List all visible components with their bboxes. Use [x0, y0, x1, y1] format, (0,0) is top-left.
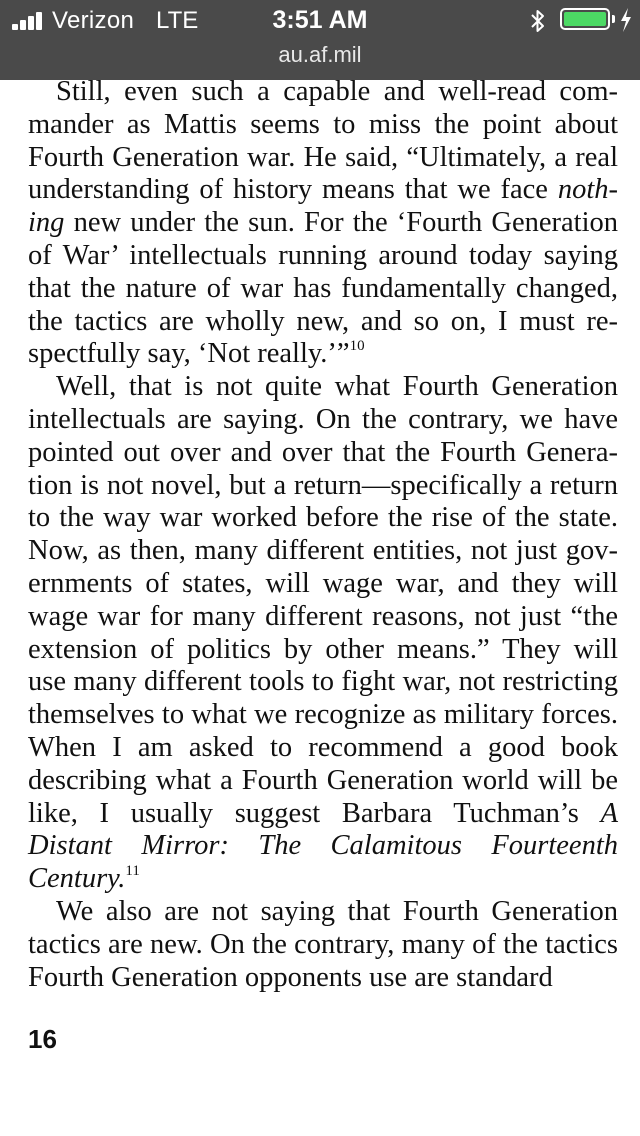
- italic-text: nothing: [28, 174, 618, 239]
- footnote-ref: 11: [125, 862, 140, 879]
- battery-level: [564, 12, 606, 26]
- paragraph: [28, 371, 618, 896]
- text-run: Still, even such a capable and well-read commander as Mattis seems to miss the point about Fourth Generation war. He said, “Ultimately, a real understanding of history means that we face: [28, 76, 618, 206]
- italic-text: A Distant Mirror: The Calamitous Fourteenth Century.: [28, 797, 618, 895]
- footnote-ref: 10: [349, 337, 365, 354]
- paragraph: [28, 896, 618, 994]
- network-type: LTE: [156, 7, 199, 34]
- battery-icon: [560, 8, 610, 30]
- clock: 3:51 AM: [272, 6, 368, 34]
- status-bar: [0, 0, 640, 80]
- carrier-name: Verizon: [52, 7, 135, 34]
- page-number: 16: [28, 1024, 57, 1054]
- article-body: [28, 76, 618, 994]
- address-bar[interactable]: au.af.mil: [278, 42, 362, 67]
- paragraph: [28, 76, 618, 371]
- charging-icon: [619, 7, 633, 33]
- text-run: Well, that is not quite what Fourth Generation intellectuals are saying. On the contrary, we have pointed out over and over that the Fourth Generation is not novel, but a return—specifically a return to the way war worked before the rise of the state. Now, as then, many different entities, not just governments of states, will wage war, and they will wage war for many different reasons, not just “the extension of politics by other means.” They will use many different tools to fight war, not restricting themselves to what we recognize as military forces. When I am asked to recommend a good book describing what a Fourth Generation world will be like, I usually suggest Barbara Tuchman’s: [28, 371, 618, 829]
- text-run: We also are not saying that Fourth Generation tactics are new. On the contrary, many of the tactics Fourth Generation opponents use are standard: [28, 895, 618, 993]
- bluetooth-icon: [528, 8, 548, 34]
- battery-terminal: [612, 15, 615, 23]
- text-run: new under the sun. For the ‘Fourth Generation of War’ intellectuals running around today saying that the nature of war has fundamentally changed, the tactics are wholly new, and so on, I must respectfully say, ‘Not really.’”: [28, 207, 618, 370]
